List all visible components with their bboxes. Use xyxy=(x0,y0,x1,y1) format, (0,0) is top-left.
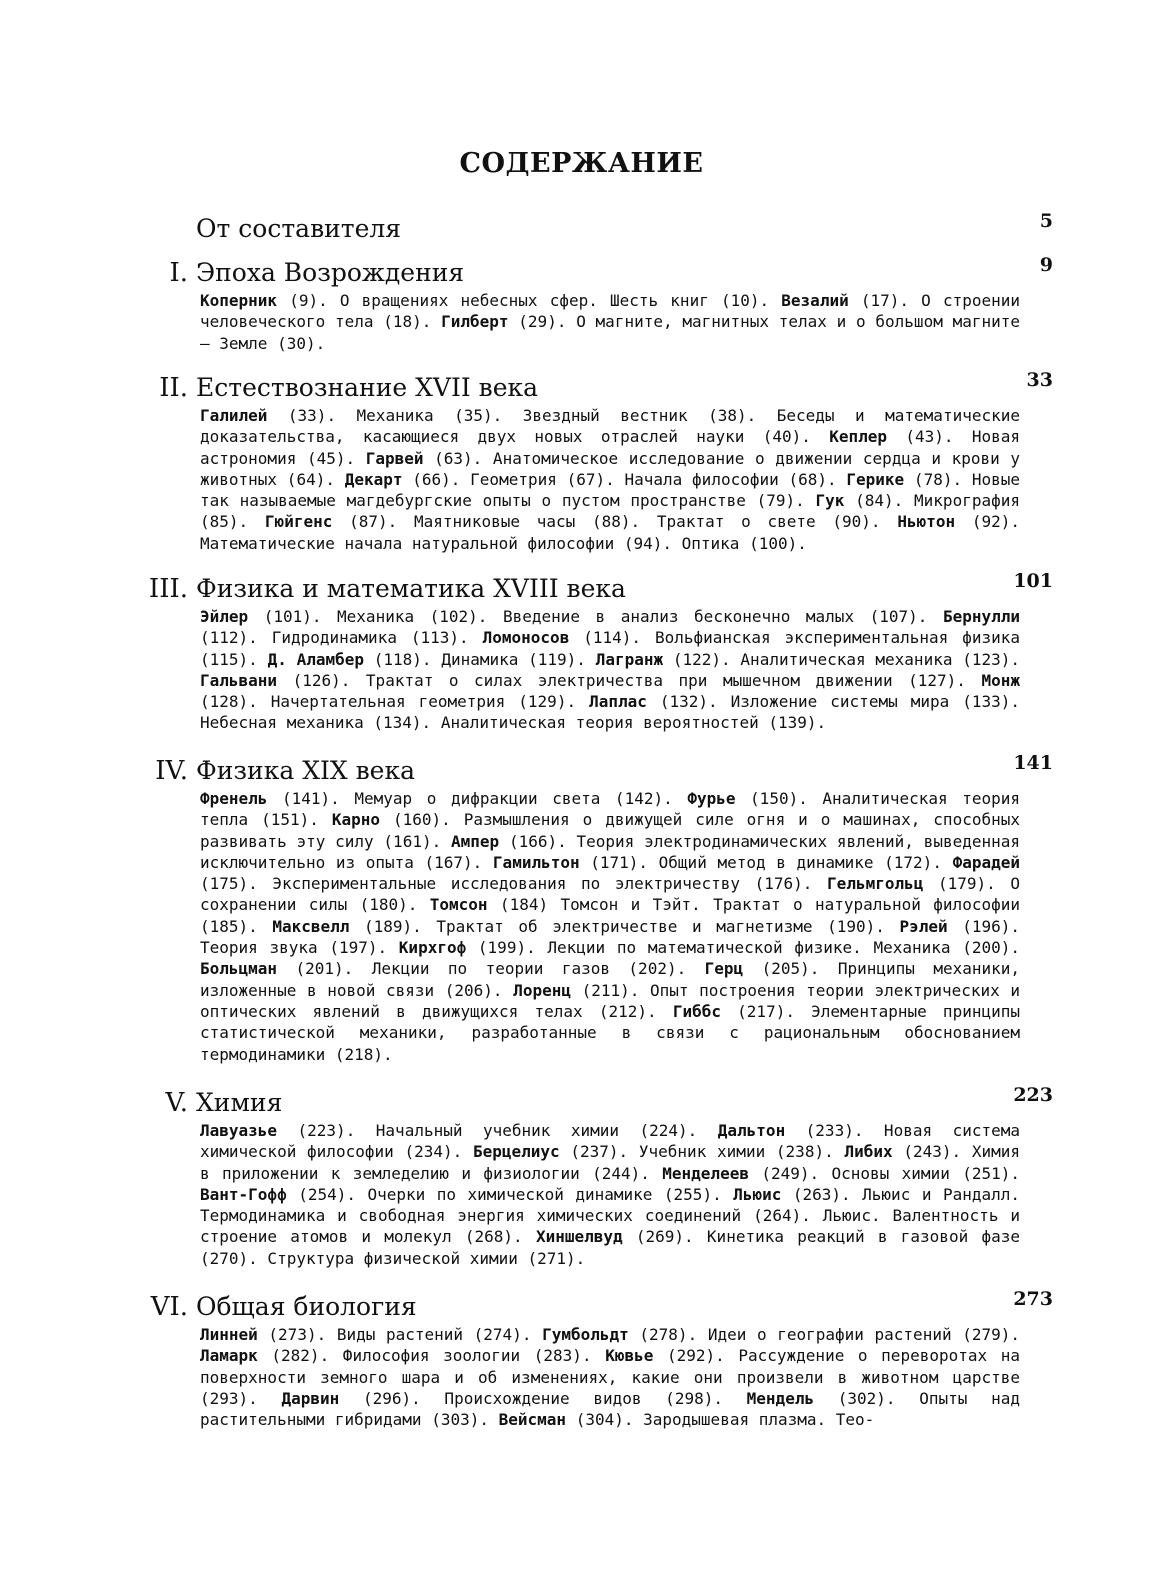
section-entries xyxy=(200,290,1020,354)
author-name: Лавуазье xyxy=(200,1121,278,1140)
work-title-text: (249). Основы химии (251). xyxy=(748,1163,1020,1183)
work-title-text: (118). Динамика (119). xyxy=(364,649,596,669)
author-name: Фурье xyxy=(687,789,736,808)
work-title-text: (87). Маятниковые часы (88). Трактат о свете (90). xyxy=(332,512,898,532)
section-title: От составителя xyxy=(196,214,402,243)
author-name: Берцелиус xyxy=(472,1142,560,1162)
work-title-text: (101). Механика (102). Введение в анализ бесконечно малых (107). xyxy=(248,607,943,626)
work-title-text: (302). Опыты над растительными гибридами (303). xyxy=(200,1388,1020,1430)
toc-heading xyxy=(0,369,1163,403)
section-title: Общая биология xyxy=(196,1292,417,1321)
work-title-text: (201). Лекции по теории газов (202). xyxy=(277,959,705,979)
toc-heading xyxy=(0,1084,1163,1118)
author-name: Монж xyxy=(981,670,1020,690)
work-title-text: (160). Размышления о движущей силе огня и о машинах, способных развивать эту силу (161). xyxy=(200,810,1020,851)
author-name: Ампер xyxy=(451,831,500,851)
author-name: Гилберт xyxy=(441,312,509,332)
work-title-text: (273). Виды растений (274). xyxy=(257,1325,543,1344)
author-name: Дальтон xyxy=(717,1121,786,1140)
section-numeral: V. xyxy=(165,1088,188,1118)
author-name: Вант-Гофф xyxy=(200,1184,287,1204)
section-page-number: 5 xyxy=(1039,210,1053,232)
work-title-text: (166). Теория электродинамических явлений, выведенная исключительно из опыта (167). xyxy=(200,831,1021,872)
author-name: Герц xyxy=(704,959,744,979)
toc-heading xyxy=(0,254,1163,288)
author-name: Хиншелвуд xyxy=(535,1227,623,1247)
section-title: Физика XIX века xyxy=(196,756,416,785)
section-title: Физика и математика XVIII века xyxy=(196,574,626,603)
author-name: Декарт xyxy=(344,469,403,489)
section-numeral: III. xyxy=(148,574,188,604)
author-name: Гамильтон xyxy=(492,852,580,872)
toc-heading xyxy=(0,210,1163,244)
work-title-text: (84). Микрография (85). xyxy=(200,491,1020,532)
toc-section-4 xyxy=(0,752,1163,1065)
section-entries xyxy=(200,1324,1020,1430)
work-title-text: (205). Принципы механики, изложенные в новой связи (206). xyxy=(200,959,1021,1000)
author-name: Кювье xyxy=(605,1346,654,1366)
section-numeral: I. xyxy=(169,258,188,288)
author-name: Гук xyxy=(815,491,845,511)
section-entries xyxy=(200,405,1020,554)
author-name: Гумбольдт xyxy=(542,1325,629,1344)
toc-section-1 xyxy=(0,254,1163,354)
work-title-text: (211). Опыт построения теории электрических и оптических явлений в движущихся телах (212). xyxy=(200,980,1021,1021)
author-name: Гюйгенс xyxy=(264,512,333,532)
toc-heading xyxy=(0,570,1163,604)
author-name: Лаплас xyxy=(589,692,647,712)
section-numeral: IV. xyxy=(155,756,188,786)
author-name: Менделеев xyxy=(662,1163,749,1183)
work-title-text: (9). О вращениях небесных сфер. Шесть книг (10). xyxy=(277,291,782,310)
author-name: Бернулли xyxy=(942,607,1020,626)
author-name: Дарвин xyxy=(281,1388,340,1408)
author-name: Линней xyxy=(200,1325,258,1344)
author-name: Льюис xyxy=(733,1184,782,1204)
page-title: СОДЕРЖАНИЕ xyxy=(459,148,704,179)
work-title-text: (184) Томсон и Тэйт. Трактат о натуральной философии (185). xyxy=(200,895,1020,936)
work-title-text: (17). О строении человеческого тела (18). xyxy=(200,291,1020,332)
section-numeral: VI. xyxy=(150,1292,188,1322)
work-title-text: (114). Вольфианская экспериментальная физика (115). xyxy=(200,628,1021,669)
work-title-text: (63). Анатомическое исследование о движении сердца и крови у животных (64). xyxy=(200,448,1020,489)
author-name: Мендель xyxy=(746,1388,815,1408)
work-title-text: (43). Новая астрономия (45). xyxy=(200,427,1021,468)
work-title-text: (33). Механика (35). Звездный вестник (38). Беседы и математические доказательства, касающиеся двух новых отраслей науки (40). xyxy=(200,406,1020,447)
work-title-text: (263). Льюис и Рандалл. Термодинамика и свободная энергия химических соединений (264). Льюис. Валентность и строение атомов и молекул (268). xyxy=(200,1184,1020,1247)
author-name: Карно xyxy=(331,810,381,830)
work-title-text: (141). Мемуар о дифракции света (142). xyxy=(267,789,688,808)
section-page-number: 9 xyxy=(1039,254,1053,276)
toc-heading xyxy=(0,1288,1163,1322)
author-name: Больцман xyxy=(200,959,278,979)
work-title-text: (175). Экспериментальные исследования по электричеству (176). xyxy=(200,874,828,894)
work-title-text: (92). Математические начала натуральной философии (94). Оптика (100). xyxy=(200,512,1021,553)
work-title-text: (254). Очерки по химической динамике (255). xyxy=(286,1184,734,1204)
work-title-text: (282). Философия зоологии (283). xyxy=(257,1346,606,1366)
author-name: Максвелл xyxy=(272,916,350,936)
work-title-text: (171). Общий метод в динамике (172). xyxy=(579,852,953,872)
work-title-text: (128). Начертательная геометрия (129). xyxy=(200,692,590,712)
section-title: Эпоха Возрождения xyxy=(196,258,465,287)
author-name: Томсон xyxy=(429,895,488,915)
section-page-number: 223 xyxy=(1013,1084,1053,1106)
section-entries xyxy=(200,788,1020,1065)
author-name: Везалий xyxy=(781,291,849,310)
work-title-text: (296). Происхождение видов (298). xyxy=(339,1388,747,1408)
author-name: Лагранж xyxy=(595,649,664,669)
section-entries xyxy=(200,606,1020,734)
author-name: Кирхгоф xyxy=(398,938,467,958)
toc-section-2 xyxy=(0,369,1163,554)
work-title-text: (112). Гидродинамика (113). xyxy=(200,628,483,648)
author-name: Д. Аламбер xyxy=(267,649,365,669)
author-name: Ломоносов xyxy=(482,628,570,648)
author-name: Рэлей xyxy=(899,916,948,936)
author-name: Фарадей xyxy=(952,852,1020,872)
author-name: Гарвей xyxy=(365,448,424,468)
section-numeral: II. xyxy=(159,373,188,403)
work-title-text: (269). Кинетика реакций в газовой фазе (270). Структура физической химии (271). xyxy=(200,1227,1020,1268)
section-title: Естествознание XVII века xyxy=(196,373,539,402)
author-name: Герике xyxy=(846,469,905,489)
section-entries xyxy=(200,1120,1020,1269)
author-name: Лоренц xyxy=(513,980,571,1000)
section-page-number: 101 xyxy=(1013,570,1053,592)
section-page-number: 141 xyxy=(1013,752,1053,774)
work-title-text: (199). Лекции по математической физике. Механика (200). xyxy=(466,938,1020,958)
work-title-text: (132). Изложение системы мира (133). Небесная механика (134). Аналитическая теория вероятностей (139). xyxy=(200,692,1020,733)
work-title-text: (304). Зародышевая плазма. Тео- xyxy=(566,1410,875,1430)
work-title-text: (278). Идеи о географии растений (279). xyxy=(628,1325,1020,1344)
work-title-text: (150). Аналитическая теория тепла (151). xyxy=(200,789,1021,830)
work-title-text: (237). Учебник химии (238). xyxy=(559,1142,845,1162)
work-title-text: (189). Трактат об электричестве и магнетизме (190). xyxy=(349,916,900,936)
work-title-text: (179). О сохранении силы (180). xyxy=(200,874,1021,915)
author-name: Гельмгольц xyxy=(827,874,924,894)
toc-section-5 xyxy=(0,1084,1163,1269)
work-title-text: (78). Новые так называемые магдебургские опыты о пустом пространстве (79). xyxy=(200,469,1020,511)
author-name: Кеплер xyxy=(829,427,888,447)
toc-heading xyxy=(0,752,1163,786)
author-name: Гальвани xyxy=(200,670,278,690)
author-name: Вейсман xyxy=(498,1410,567,1430)
author-name: Галилей xyxy=(200,406,268,425)
author-name: Коперник xyxy=(200,291,278,310)
work-title-text: (66). Геометрия (67). Начала философии (68). xyxy=(402,469,847,489)
author-name: Либих xyxy=(844,1142,893,1162)
work-title-text: (29). О магните, магнитных телах и о большом магните — Земле (30). xyxy=(200,312,1020,353)
section-page-number: 273 xyxy=(1013,1288,1053,1310)
work-title-text: (292). Рассуждение о переворотах на поверхности земного шара и об изменениях, какие они произвели в животном царстве (293). xyxy=(200,1346,1021,1408)
author-name: Гиббс xyxy=(672,1001,721,1021)
work-title-text: (217). Элементарные принципы статистической механики, разработанные в связи с рациональным обоснованием термодинамики (218). xyxy=(200,1001,1020,1064)
toc-section-6 xyxy=(0,1288,1163,1430)
author-name: Ламарк xyxy=(200,1346,258,1366)
author-name: Ньютон xyxy=(897,512,956,532)
section-page-number: 33 xyxy=(1026,369,1053,391)
work-title-text: (122). Аналитическая механика (123). xyxy=(663,649,1021,669)
author-name: Френель xyxy=(200,789,268,808)
work-title-text: (223). Начальный учебник химии (224). xyxy=(277,1121,718,1140)
work-title-text: (126). Трактат о силах электричества при мышечном движении (127). xyxy=(277,670,982,690)
work-title-text: (243). Химия в приложении к земледелию и физиологии (244). xyxy=(200,1142,1020,1183)
author-name: Эйлер xyxy=(200,607,249,626)
section-title: Химия xyxy=(196,1088,283,1117)
work-title-text: (233). Новая система химической философии (234). xyxy=(200,1121,1020,1162)
work-title-text: (196). Теория звука (197). xyxy=(200,916,1020,958)
toc-section-3 xyxy=(0,570,1163,734)
toc-section-intro xyxy=(0,210,1163,244)
